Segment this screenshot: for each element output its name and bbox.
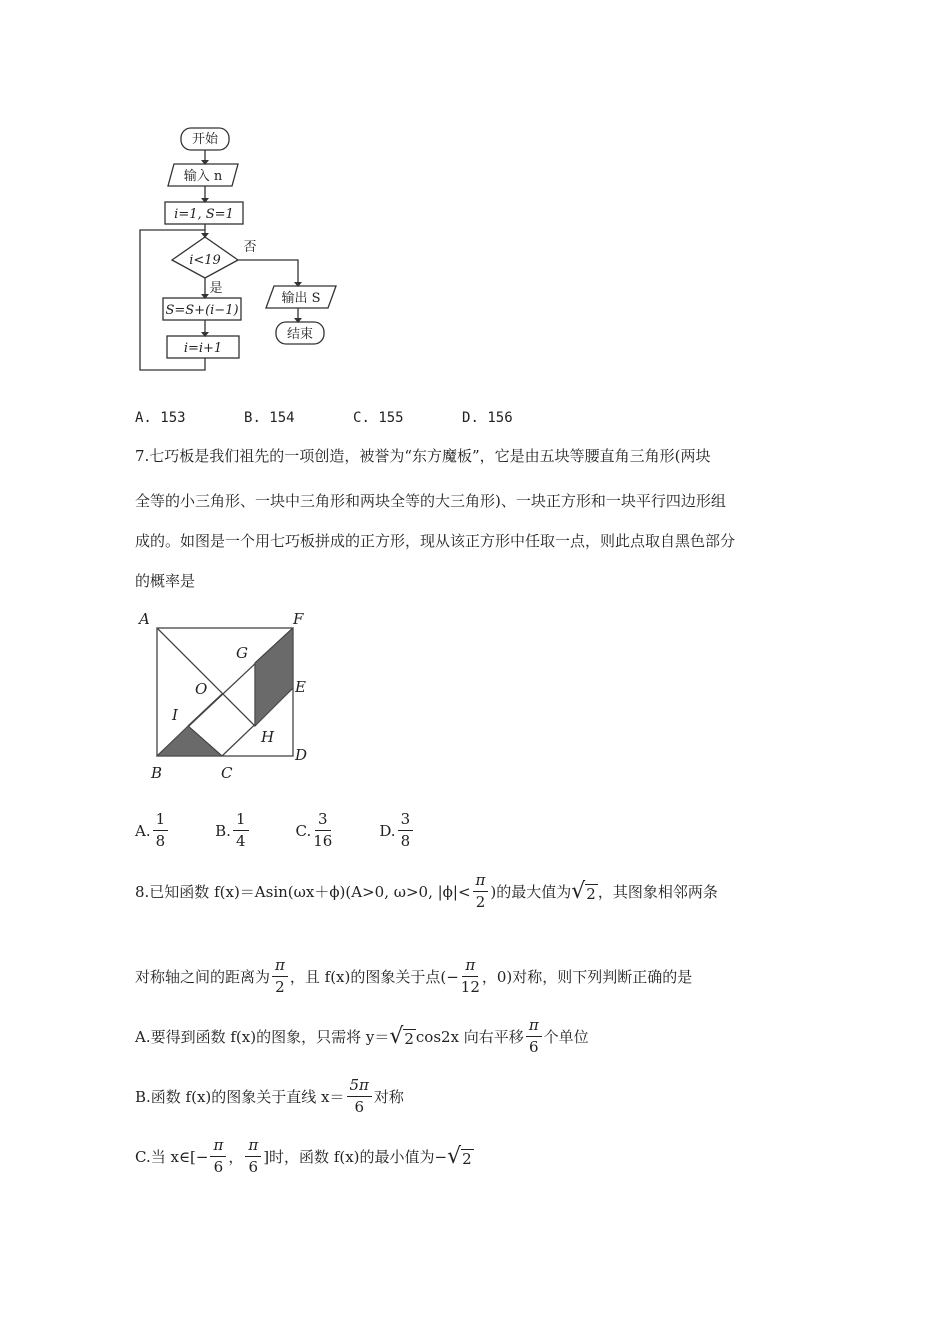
q8-option-a: A.要得到函数 f(x)的图象，只需将 y＝ √ 2 cos2x 向右平移 $\frac{\pi}{6}$ 个单位 [135, 1016, 589, 1056]
tangram-figure [135, 608, 315, 788]
label-h: H [261, 728, 275, 746]
q7-option-c: C. $\frac{3}{16}$ [295, 810, 333, 850]
q7-options [135, 812, 465, 849]
q6-option-c: C. 155 [353, 410, 404, 426]
tangram-dark-triangle [157, 726, 222, 756]
q7-line-1: 7.七巧板是我们祖先的一项创造，被誉为“东方魔板”，它是由五块等腰直角三角形(两块 [135, 447, 711, 465]
q6-option-a: A. 153 [135, 410, 186, 426]
flow-end-text: 结束 [286, 327, 314, 342]
flow-update-i-text: i=i+1 [183, 341, 223, 356]
label-g: G [236, 644, 248, 662]
flow-no-branch-line [238, 260, 298, 286]
q8-line-2: 对称轴之间的距离为 $\frac{\pi}{2}$ ，且 f(x)的图象关于点(− $\frac{\pi}{12}$ ，0)对称，则下列判断正确的是 [135, 956, 693, 996]
q8-option-c: C.当 x∈[− $\frac{\pi}{6}$ ， $\frac{\pi}{6}$ ]时，函数 f(x)的最小值为− √ 2 [135, 1136, 472, 1176]
label-e: E [295, 678, 306, 696]
q7-line-2: 全等的小三角形、一块中三角形和两块全等的大三角形)、一块正方形和一块平行四边形组 [135, 492, 726, 510]
flow-input-text: 输入 n [183, 169, 223, 184]
q6-option-b: B. 154 [244, 410, 295, 426]
label-o: O [195, 680, 208, 698]
flow-init-text: i=1, S=1 [174, 207, 234, 222]
label-b: B [151, 764, 163, 782]
flowchart [130, 120, 360, 380]
q6-options [135, 410, 563, 426]
flow-no-text: 否 [243, 240, 257, 255]
q7-option-a: A. $\frac{1}{8}$ [135, 812, 170, 849]
label-i: I [172, 706, 178, 724]
flow-condition-text: i<19 [189, 253, 221, 268]
q7-line-4: 的概率是 [135, 572, 196, 590]
tangram-dark-parallelogram [255, 628, 293, 726]
q7-option-b: B. $\frac{1}{4}$ [215, 812, 250, 849]
flow-yes-text: 是 [209, 281, 223, 296]
q8-option-b: B.函数 f(x)的图象关于直线 x＝ $\frac{5\pi}{6}$ 对称 [135, 1076, 404, 1116]
flow-output-text: 输出 S [281, 291, 321, 306]
q7-line-3: 成的。如图是一个用七巧板拼成的正方形，现从该正方形中任取一点，则此点取自黑色部分 [135, 532, 736, 550]
flow-start-text: 开始 [191, 132, 219, 147]
label-a: A [139, 610, 150, 628]
label-c: C [221, 764, 233, 782]
q8-line-1: 8.已知函数 f(x)＝Asin(ωx＋ϕ)(A>0, ω>0, |ϕ|< $\frac{\pi}{2}$ )的最大值为 √ 2 ，其图象相邻两条 [135, 871, 718, 911]
flow-update-s-text: S=S+(i−1) [165, 303, 239, 318]
q6-option-d: D. 156 [462, 410, 513, 426]
label-d: D [295, 746, 308, 764]
q7-option-d: D. $\frac{3}{8}$ [379, 812, 415, 849]
label-f: F [293, 610, 304, 628]
